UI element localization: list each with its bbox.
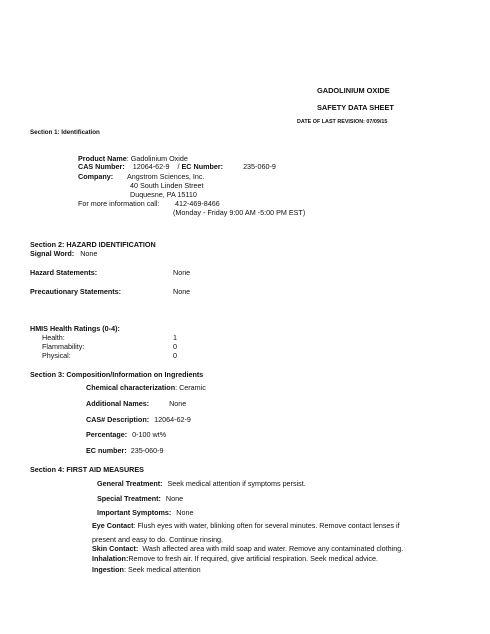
general-treatment-label: General Treatment: bbox=[97, 479, 163, 488]
special-treatment-label: Special Treatment: bbox=[97, 494, 161, 503]
ec-number-row bbox=[86, 446, 164, 455]
signal-word-label: Signal Word: bbox=[30, 249, 75, 258]
important-symptoms-row bbox=[97, 508, 193, 517]
eye-contact-value: : Flush eyes with water, blinking often for several minutes. Remove contact lenses if bbox=[133, 521, 400, 530]
inhalation-label: Inhalation: bbox=[92, 554, 129, 563]
hmis-physical-value: 0 bbox=[173, 351, 177, 360]
company-line-2: 40 South Linden Street bbox=[130, 181, 204, 190]
general-treatment-value: Seek medical attention if symptoms persist. bbox=[167, 479, 306, 488]
company-line-1: Angstrom Sciences, Inc. bbox=[127, 172, 205, 181]
chem-label: Chemical characterization bbox=[86, 383, 176, 392]
doc-subtitle: SAFETY DATA SHEET bbox=[317, 103, 394, 112]
skin-contact-label: Skin Contact: bbox=[92, 544, 139, 553]
ingestion-label: Ingestion bbox=[92, 565, 124, 574]
hmis-heading: HMIS Health Ratings (0-4): bbox=[30, 324, 120, 333]
general-treatment-row bbox=[97, 479, 306, 488]
chem-value: : Ceramic bbox=[175, 383, 206, 392]
ingestion-row bbox=[92, 565, 201, 574]
ec-value: 235-060-9 bbox=[243, 162, 276, 171]
percentage-row bbox=[86, 430, 166, 439]
section1-heading: Section 1: Identification bbox=[30, 129, 100, 136]
ec-number-label: EC number: bbox=[86, 446, 127, 455]
hmis-health-value: 1 bbox=[173, 333, 177, 342]
cas-row bbox=[78, 162, 276, 171]
important-symptoms-label: Important Symptoms: bbox=[97, 508, 172, 517]
hazard-label: Hazard Statements: bbox=[30, 268, 98, 277]
ec-number-value: 235-060-9 bbox=[130, 446, 164, 455]
eye-contact-label: Eye Contact bbox=[92, 521, 134, 530]
inhalation-value: Remove to fresh air. If required, give artificial respiration. Seek medical advice. bbox=[128, 554, 379, 563]
important-symptoms-value: None bbox=[176, 508, 194, 517]
section4-heading: Section 4: FIRST AID MEASURES bbox=[30, 465, 144, 474]
ingestion-value: : Seek medical attention bbox=[123, 565, 201, 574]
eye-contact-line-2: present and easy to do. Continue rinsing. bbox=[92, 535, 224, 544]
cas-value: 12064-62-9 bbox=[132, 162, 170, 171]
info-label: For more information call: bbox=[78, 199, 160, 208]
inhalation-row bbox=[92, 554, 378, 563]
product-name-value: : Gadolinium Oxide bbox=[126, 154, 188, 163]
cas-desc-value: 12064-62-9 bbox=[154, 415, 191, 424]
hmis-health-label: Health: bbox=[42, 333, 65, 342]
skin-contact-row bbox=[92, 544, 403, 553]
signal-word-value: None bbox=[80, 249, 98, 258]
special-treatment-value: None bbox=[165, 494, 184, 503]
company-line-3: Duquesne, PA 15110 bbox=[130, 190, 197, 199]
precaution-value: None bbox=[173, 287, 191, 296]
ec-separator: / bbox=[177, 162, 182, 171]
company-label: Company: bbox=[78, 172, 114, 181]
doc-title: GADOLINIUM OXIDE bbox=[317, 86, 390, 95]
signal-word-row bbox=[30, 249, 97, 258]
special-treatment-row bbox=[97, 494, 183, 503]
cas-label: CAS Number: bbox=[78, 162, 125, 171]
hmis-physical-label: Physical: bbox=[42, 351, 71, 360]
ec-label: EC Number: bbox=[181, 162, 224, 171]
skin-contact-value: Wash affected area with mild soap and water. Remove any contaminated clothing. bbox=[142, 544, 404, 553]
chem-row bbox=[86, 383, 206, 392]
info-phone: 412-469-8466 bbox=[175, 199, 220, 208]
product-name-label: Product Name bbox=[78, 154, 127, 163]
revision-date: DATE OF LAST REVISION: 07/09/15 bbox=[297, 119, 388, 125]
hazard-value: None bbox=[173, 268, 191, 277]
addl-names-row bbox=[86, 399, 186, 408]
addl-names-value: None bbox=[169, 399, 187, 408]
cas-desc-row bbox=[86, 415, 191, 424]
section3-heading: Section 3: Composition/Information on Ingredients bbox=[30, 370, 204, 379]
hmis-flammability-label: Flammability: bbox=[42, 342, 85, 351]
precaution-label: Precautionary Statements: bbox=[30, 287, 122, 296]
percentage-label: Percentage: bbox=[86, 430, 128, 439]
eye-contact-row bbox=[92, 521, 400, 530]
info-hours: (Monday - Friday 9:00 AM -5:00 PM EST) bbox=[173, 208, 306, 217]
hmis-flammability-value: 0 bbox=[173, 342, 177, 351]
addl-names-label: Additional Names: bbox=[86, 399, 150, 408]
percentage-value: 0-100 wt% bbox=[132, 430, 167, 439]
cas-desc-label: CAS# Description: bbox=[86, 415, 150, 424]
section2-heading: Section 2: HAZARD IDENTIFICATION bbox=[30, 240, 156, 249]
